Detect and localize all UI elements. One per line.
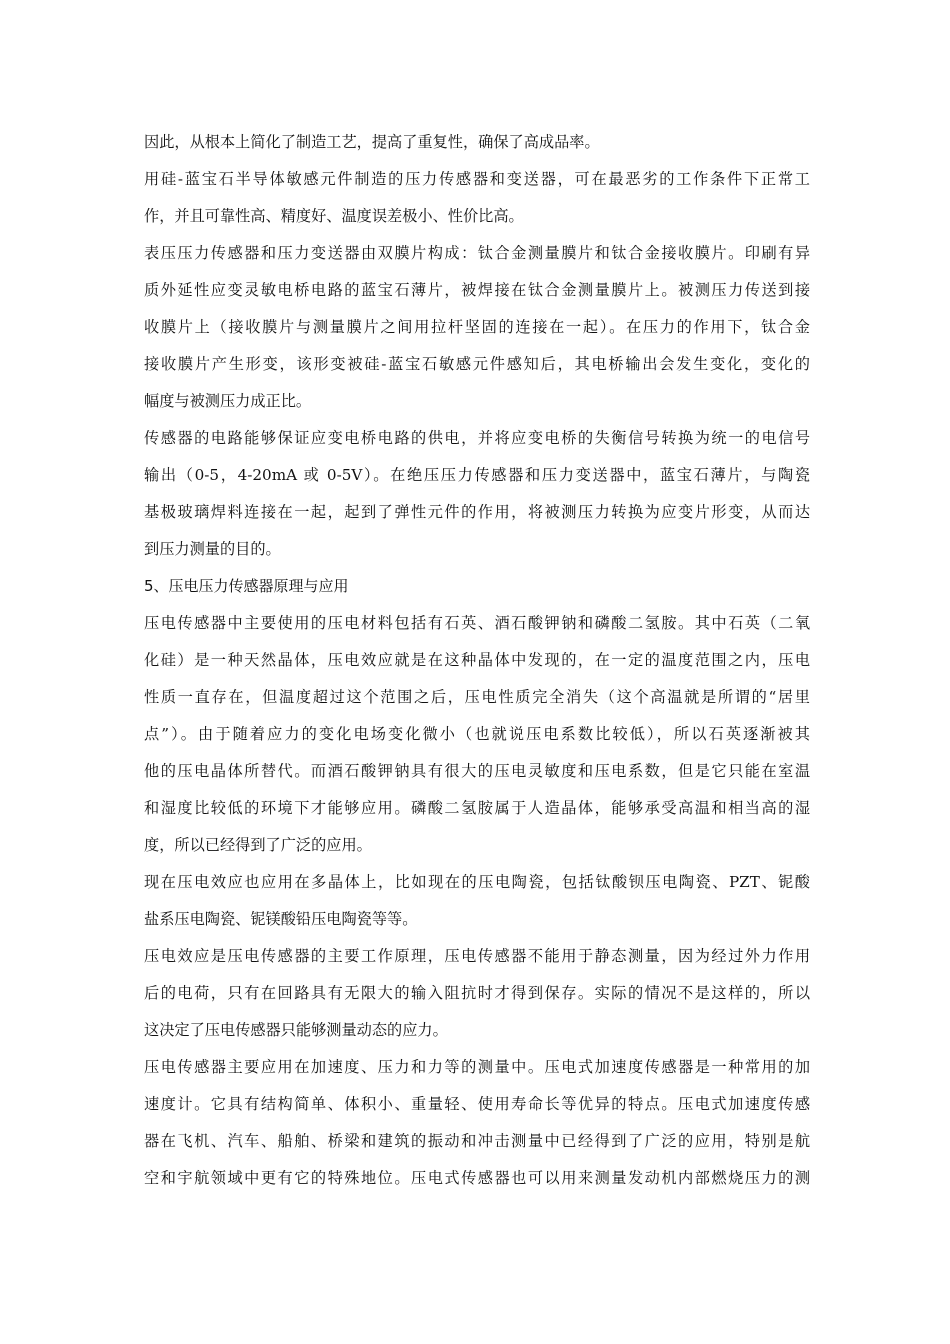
paragraph (144, 235, 810, 420)
text-line: 性质一直存在，但温度超过这个范围之后，压电性质完全消失（这个高温就是所谓的“居里 (144, 688, 810, 706)
text-line: 幅度与被测压力成正比。 (144, 392, 312, 410)
document-body (144, 124, 810, 1197)
text-line: 5、压电压力传感器原理与应用 (144, 577, 349, 595)
text-line: 和湿度比较低的环境下才能够应用。磷酸二氢胺属于人造晶体，能够承受高温和相当高的湿 (144, 799, 810, 817)
text-line: 因此，从根本上简化了制造工艺，提高了重复性，确保了高成品率。 (144, 133, 600, 151)
paragraph (144, 938, 810, 1049)
text-line: 收膜片上（接收膜片与测量膜片之间用拉杆坚固的连接在一起）。在压力的作用下，钛合金 (144, 318, 810, 336)
text-line: 传感器的电路能够保证应变电桥电路的供电，并将应变电桥的失衡信号转换为统一的电信号 (144, 429, 810, 447)
text-line: 点”）。由于随着应力的变化电场变化微小（也就说压电系数比较低），所以石英逐渐被其 (144, 725, 810, 743)
text-line: 用硅-蓝宝石半导体敏感元件制造的压力传感器和变送器，可在最恶劣的工作条件下正常工 (144, 170, 810, 188)
text-line: 度，所以已经得到了广泛的应用。 (144, 836, 372, 854)
text-line: 后的电荷，只有在回路具有无限大的输入阻抗时才得到保存。实际的情况不是这样的，所以 (144, 984, 810, 1002)
text-line: 速度计。它具有结构简单、体积小、重量轻、使用寿命长等优异的特点。压电式加速度传感 (144, 1095, 810, 1113)
text-line: 盐系压电陶瓷、铌镁酸铅压电陶瓷等等。 (144, 910, 418, 928)
section-heading (144, 568, 810, 605)
paragraph (144, 864, 810, 938)
text-line: 压电传感器中主要使用的压电材料包括有石英、酒石酸钾钠和磷酸二氢胺。其中石英（二氧 (144, 614, 810, 632)
text-line: 压电效应是压电传感器的主要工作原理，压电传感器不能用于静态测量，因为经过外力作用 (144, 947, 810, 965)
text-line: 化硅）是一种天然晶体，压电效应就是在这种晶体中发现的，在一定的温度范围之内，压电 (144, 651, 810, 669)
paragraph (144, 161, 810, 235)
paragraph (144, 124, 810, 161)
text-line: 空和宇航领域中更有它的特殊地位。压电式传感器也可以用来测量发动机内部燃烧压力的测 (144, 1169, 810, 1187)
text-line: 压电传感器主要应用在加速度、压力和力等的测量中。压电式加速度传感器是一种常用的加 (144, 1058, 810, 1076)
paragraph (144, 605, 810, 864)
text-line: 质外延性应变灵敏电桥电路的蓝宝石薄片，被焊接在钛合金测量膜片上。被测压力传送到接 (144, 281, 810, 299)
text-line: 这决定了压电传感器只能够测量动态的应力。 (144, 1021, 448, 1039)
text-line: 接收膜片产生形变，该形变被硅-蓝宝石敏感元件感知后，其电桥输出会发生变化，变化的 (144, 355, 810, 373)
text-line: 现在压电效应也应用在多晶体上，比如现在的压电陶瓷，包括钛酸钡压电陶瓷、PZT、铌酸 (144, 873, 810, 891)
text-line: 基极玻璃焊料连接在一起，起到了弹性元件的作用，将被测压力转换为应变片形变，从而达 (144, 503, 810, 521)
text-line: 他的压电晶体所替代。而酒石酸钾钠具有很大的压电灵敏度和压电系数，但是它只能在室温 (144, 762, 810, 780)
paragraph (144, 1049, 810, 1197)
text-line: 到压力测量的目的。 (144, 540, 281, 558)
paragraph (144, 420, 810, 568)
text-line: 作，并且可靠性高、精度好、温度误差极小、性价比高。 (144, 207, 524, 225)
text-line: 输出（0-5，4-20mA 或 0-5V）。在绝压压力传感器和压力变送器中，蓝宝石薄片，与陶瓷 (144, 466, 810, 484)
text-line: 表压压力传感器和压力变送器由双膜片构成：钛合金测量膜片和钛合金接收膜片。印刷有异 (144, 244, 810, 262)
text-line: 器在飞机、汽车、船舶、桥梁和建筑的振动和冲击测量中已经得到了广泛的应用，特别是航 (144, 1132, 810, 1150)
